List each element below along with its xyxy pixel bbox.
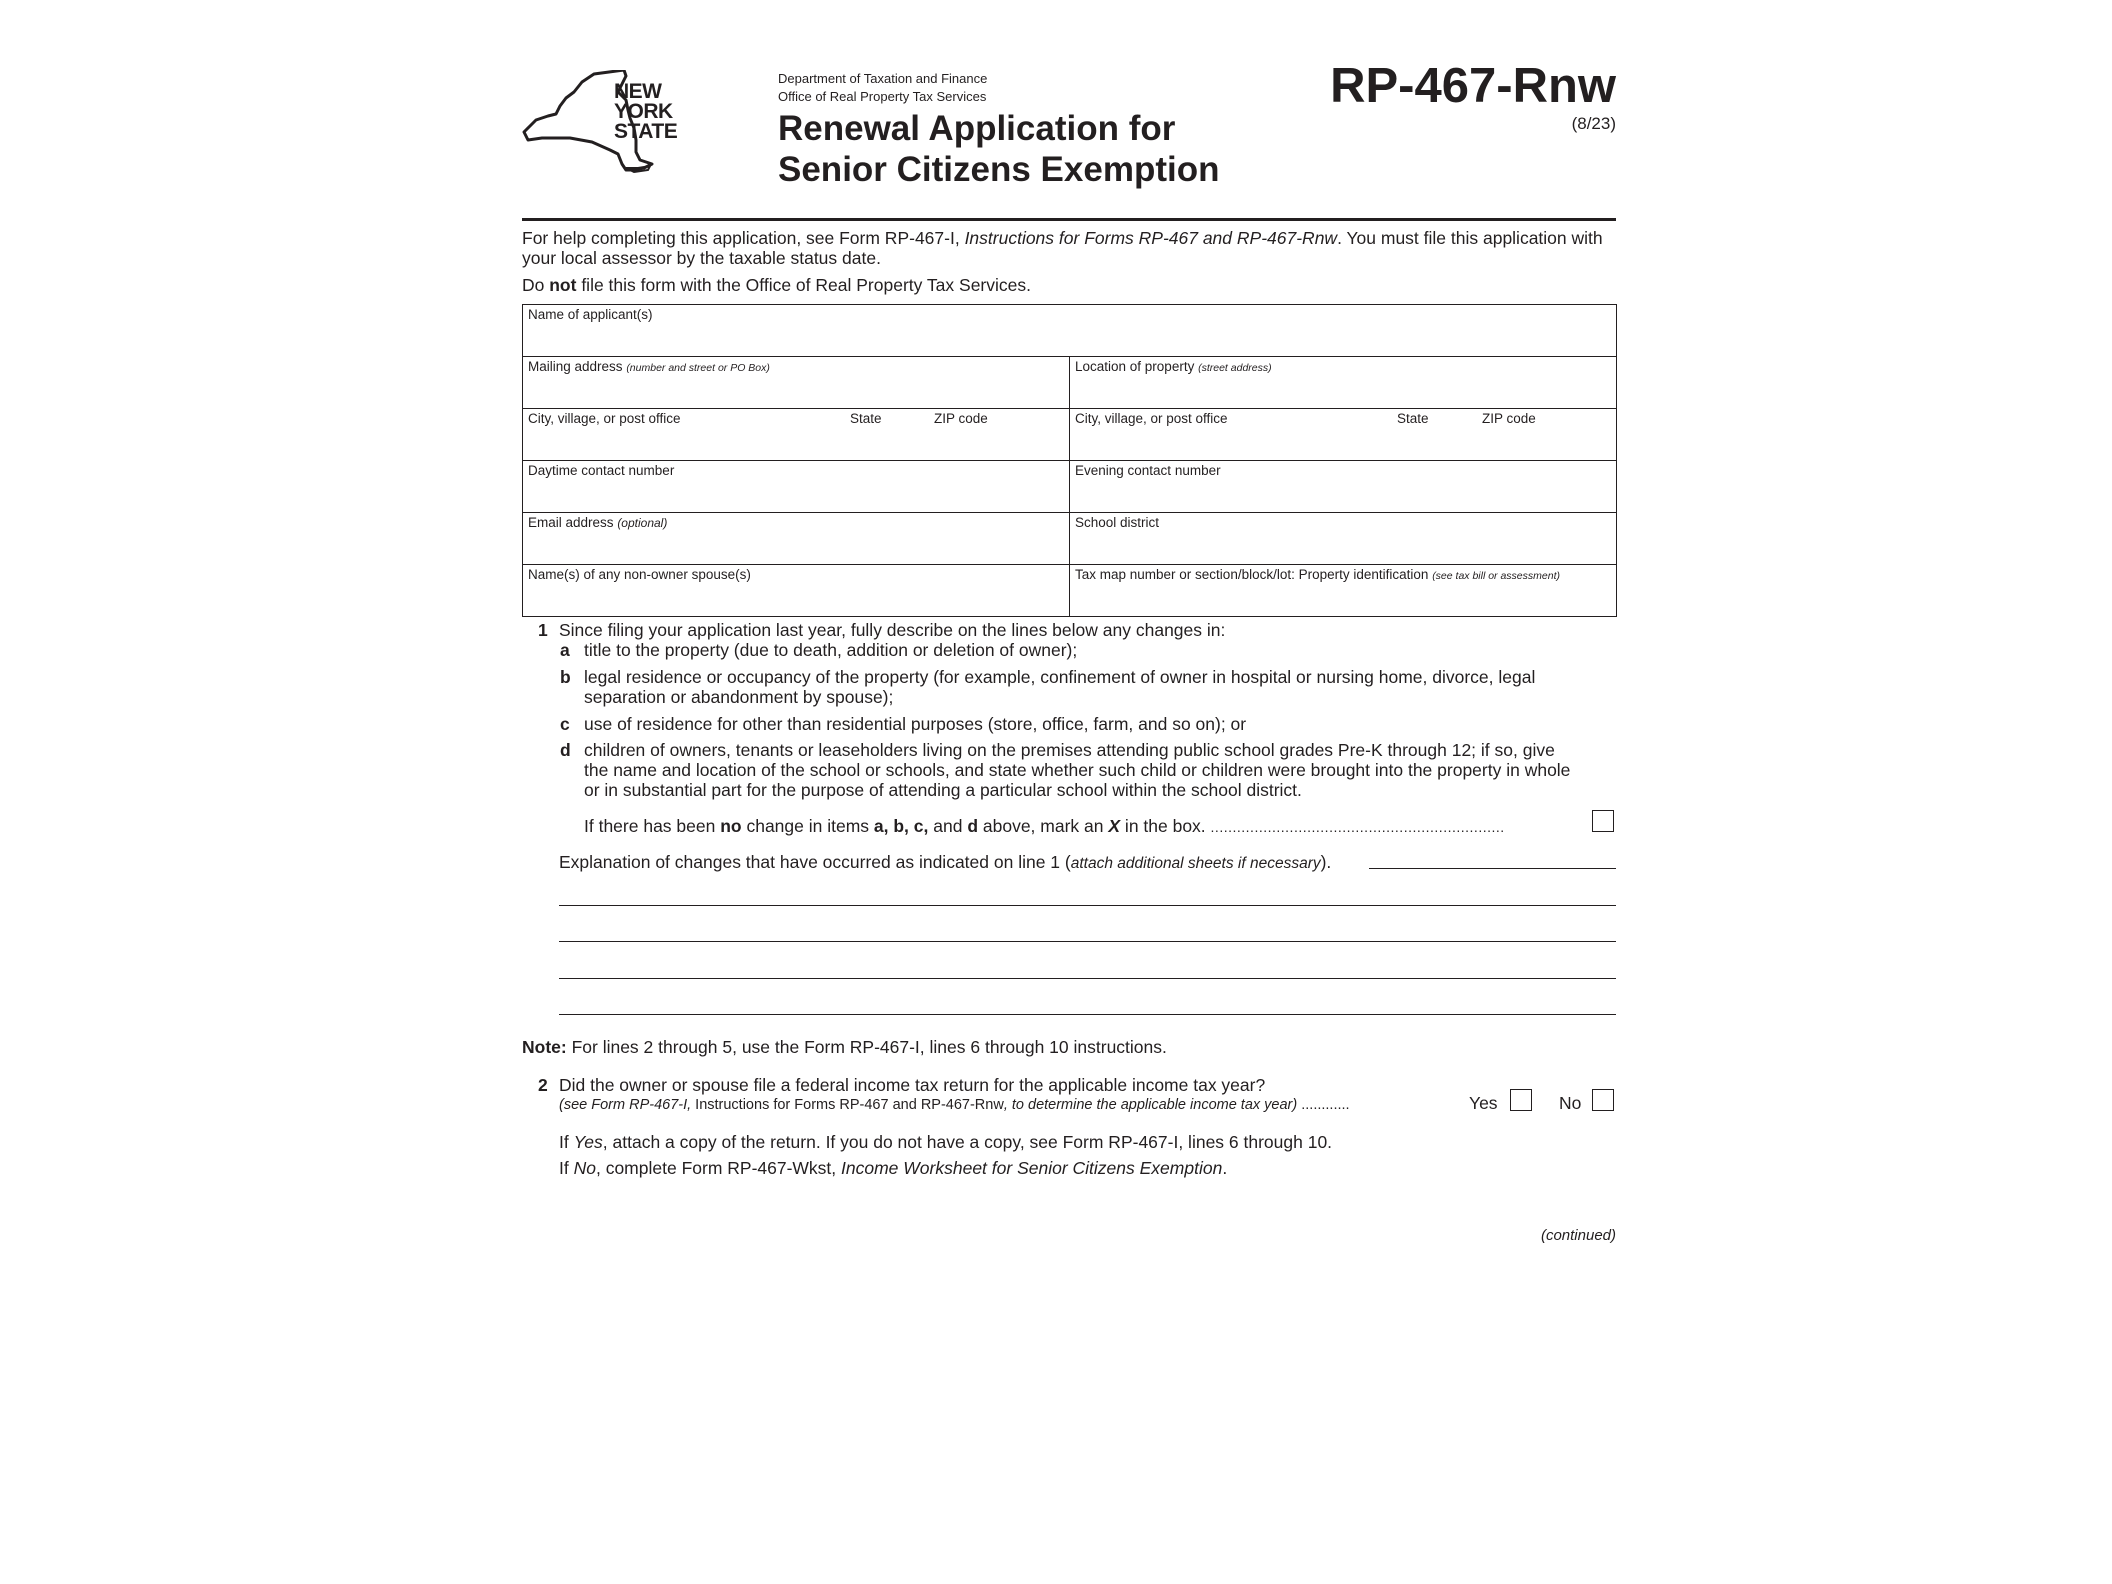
question-2-text: Did the owner or spouse file a federal income tax return for the applicable income tax year? bbox=[559, 1075, 1266, 1095]
item-a-text: title to the property (due to death, addition or deletion of owner); bbox=[584, 640, 1078, 660]
property-location-label: Location of property bbox=[1075, 359, 1195, 374]
property-city-row bbox=[1075, 411, 1611, 458]
item-d-text-line-2: the name and location of the school or schools, and state whether such child or children were brought into the property in whole bbox=[584, 760, 1571, 780]
no-change-text-1: If there has been bbox=[584, 816, 721, 836]
email-note: (optional) bbox=[617, 516, 668, 530]
no-change-bold-items: a, b, c, bbox=[873, 816, 929, 836]
school-district-field[interactable] bbox=[1070, 513, 1617, 565]
item-b-letter: b bbox=[560, 667, 571, 687]
yes-label: Yes bbox=[1469, 1093, 1498, 1113]
intro-p1-text-2: . You must file this application with your local assessor by the taxable status date. bbox=[522, 228, 1603, 268]
if-yes-text-2: , attach a copy of the return. If you do not have a copy, see Form RP-467-I, lines 6 through 10. bbox=[602, 1132, 1333, 1152]
logo-wordmark bbox=[614, 82, 677, 142]
if-no-text-2: , complete Form RP-467-Wkst, bbox=[595, 1158, 842, 1178]
no-change-bold-no: no bbox=[720, 816, 742, 836]
if-yes-word: Yes bbox=[573, 1132, 603, 1152]
agency-block bbox=[778, 70, 987, 106]
property-location-field[interactable] bbox=[1070, 357, 1617, 409]
intro-p1-italic: Instructions for Forms RP-467 and RP-467-Rnw bbox=[964, 228, 1338, 248]
property-location-note: (street address) bbox=[1198, 362, 1272, 374]
form-title bbox=[778, 108, 1219, 190]
explanation-text-2: ). bbox=[1320, 852, 1332, 872]
mailing-city-label: City, village, or post office bbox=[528, 411, 681, 426]
if-yes-text-1: If bbox=[559, 1132, 574, 1152]
mailing-city-row bbox=[528, 411, 1064, 458]
yes-checkbox[interactable] bbox=[1510, 1089, 1532, 1111]
note-label: Note: bbox=[522, 1037, 567, 1057]
no-change-statement bbox=[584, 816, 1505, 837]
explanation-line-1[interactable] bbox=[1369, 868, 1616, 869]
continued-label: (continued) bbox=[1540, 1227, 1616, 1244]
tax-map-field[interactable] bbox=[1070, 565, 1617, 617]
email-field[interactable] bbox=[523, 513, 1070, 565]
no-change-leader-dots: ................................................................... bbox=[1210, 819, 1505, 835]
daytime-contact-field[interactable] bbox=[523, 461, 1070, 513]
office-name: Office of Real Property Tax Services bbox=[778, 89, 987, 104]
title-line-2: Senior Citizens Exemption bbox=[778, 150, 1220, 189]
item-c-text: use of residence for other than residential purposes (store, office, farm, and so on); or bbox=[584, 714, 1247, 734]
property-city-state-zip-field[interactable] bbox=[1070, 409, 1617, 461]
if-no-text-1: If bbox=[559, 1158, 574, 1178]
department-name: Department of Taxation and Finance bbox=[778, 71, 988, 86]
q2-sub-italic-1: (see Form RP-467-I, bbox=[559, 1097, 696, 1113]
non-owner-spouse-label: Name(s) of any non-owner spouse(s) bbox=[528, 567, 751, 582]
if-no-instruction bbox=[559, 1158, 1227, 1178]
applicant-info-table bbox=[522, 304, 1617, 617]
explanation-text-1: Explanation of changes that have occurred as indicated on line 1 ( bbox=[559, 852, 1071, 872]
no-change-checkbox[interactable] bbox=[1592, 810, 1614, 832]
non-owner-spouse-field[interactable] bbox=[523, 565, 1070, 617]
note-text: For lines 2 through 5, use the Form RP-467-I, lines 6 through 10 instructions. bbox=[566, 1037, 1167, 1057]
explanation-line-3[interactable] bbox=[559, 941, 1616, 942]
explanation-line-4[interactable] bbox=[559, 978, 1616, 979]
mailing-address-label: Mailing address bbox=[528, 359, 623, 374]
no-change-bold-d: d bbox=[967, 816, 979, 836]
if-no-word: No bbox=[573, 1158, 596, 1178]
q2-sub-text: Instructions for Forms RP-467 and RP-467-Rnw bbox=[695, 1097, 1004, 1113]
intro-p2-text-2: file this form with the Office of Real Property Tax Services. bbox=[576, 275, 1031, 295]
note bbox=[522, 1037, 1167, 1057]
if-no-italic: Income Worksheet for Senior Citizens Exemption bbox=[841, 1158, 1223, 1178]
evening-contact-field[interactable] bbox=[1070, 461, 1617, 513]
no-checkbox[interactable] bbox=[1592, 1089, 1614, 1111]
explanation-line-5[interactable] bbox=[559, 1014, 1616, 1015]
item-c-letter: c bbox=[560, 714, 570, 734]
question-2-number: 2 bbox=[538, 1075, 548, 1095]
item-d-text-line-3: or in substantial part for the purpose of attending a particular school within the school district. bbox=[584, 780, 1302, 800]
tax-map-label: Tax map number or section/block/lot: Property identification bbox=[1075, 567, 1429, 582]
daytime-contact-label: Daytime contact number bbox=[528, 463, 675, 478]
applicant-name-label: Name of applicant(s) bbox=[528, 307, 653, 322]
title-line-1: Renewal Application for bbox=[778, 109, 1176, 148]
intro-p2-text: Do bbox=[522, 275, 550, 295]
mailing-address-note: (number and street or PO Box) bbox=[626, 362, 770, 374]
question-1-number: 1 bbox=[538, 620, 548, 640]
no-label: No bbox=[1559, 1093, 1582, 1113]
school-district-label: School district bbox=[1075, 515, 1160, 530]
explanation-prompt bbox=[559, 852, 1331, 874]
explanation-line-2[interactable] bbox=[559, 905, 1616, 906]
question-1-intro: Since filing your application last year, fully describe on the lines below any changes in: bbox=[559, 620, 1226, 640]
mailing-address-field[interactable] bbox=[523, 357, 1070, 409]
intro-text bbox=[522, 228, 1616, 302]
intro-p2-bold: not bbox=[549, 275, 577, 295]
item-d-text-line-1: children of owners, tenants or leaseholders living on the premises attending public school grades Pre-K through 12; if so, give bbox=[584, 740, 1555, 760]
mailing-zip-label: ZIP code bbox=[934, 411, 988, 426]
q2-leader-dots: ............ bbox=[1301, 1097, 1350, 1113]
logo-word-state: STATE bbox=[614, 120, 678, 143]
property-city-label: City, village, or post office bbox=[1075, 411, 1228, 426]
tax-map-note: (see tax bill or assessment) bbox=[1432, 570, 1560, 582]
if-yes-instruction bbox=[559, 1132, 1332, 1152]
intro-paragraph-1 bbox=[522, 228, 1616, 268]
nys-logo bbox=[522, 70, 692, 176]
q2-sub-italic-2: , to determine the applicable income tax year) bbox=[1003, 1097, 1302, 1113]
no-change-text-2: change in items bbox=[741, 816, 874, 836]
question-2-subtext bbox=[559, 1095, 1350, 1115]
email-label: Email address bbox=[528, 515, 614, 530]
item-b-text-line-1: legal residence or occupancy of the property (for example, confinement of owner in hospital or nursing home, divorce, legal bbox=[584, 667, 1536, 687]
property-state-label: State bbox=[1397, 411, 1429, 426]
if-no-text-3: . bbox=[1222, 1158, 1228, 1178]
mailing-state-label: State bbox=[850, 411, 882, 426]
no-change-text-5: in the box. bbox=[1120, 816, 1211, 836]
no-change-x: X bbox=[1108, 816, 1121, 836]
header-rule bbox=[522, 218, 1616, 221]
applicant-name-field[interactable] bbox=[523, 305, 1617, 357]
no-change-text-3: and bbox=[928, 816, 968, 836]
item-a-letter: a bbox=[560, 640, 570, 660]
revision-date: (8/23) bbox=[1571, 114, 1616, 133]
mailing-city-state-zip-field[interactable] bbox=[523, 409, 1070, 461]
property-zip-label: ZIP code bbox=[1482, 411, 1536, 426]
no-change-text-4: above, mark an bbox=[978, 816, 1109, 836]
item-d-letter: d bbox=[560, 740, 571, 760]
intro-p1-text: For help completing this application, see Form RP-467-I, bbox=[522, 228, 965, 248]
form-number: RP-467-Rnw bbox=[1330, 59, 1616, 113]
item-b-text-line-2: separation or abandonment by spouse); bbox=[584, 687, 894, 707]
evening-contact-label: Evening contact number bbox=[1075, 463, 1221, 478]
intro-paragraph-2 bbox=[522, 275, 1616, 295]
explanation-italic: attach additional sheets if necessary bbox=[1070, 855, 1321, 872]
logo-word-york: YORK bbox=[614, 100, 673, 123]
form-page bbox=[522, 0, 1616, 1584]
logo-word-new: NEW bbox=[614, 80, 662, 103]
